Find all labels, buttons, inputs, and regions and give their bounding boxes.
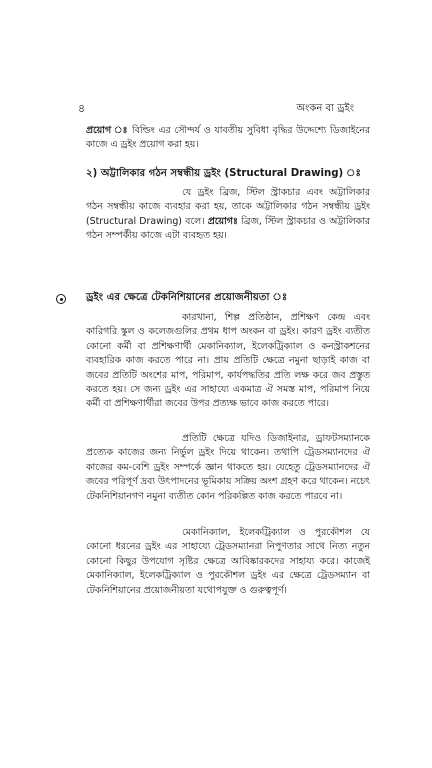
section-bullet-icon [56, 294, 66, 304]
structural-drawing-heading: ২) অট্টালিকার গঠন সম্বন্ধীয় ড্রইং (Structural Drawing) ঃ [86, 168, 361, 179]
technician-importance-heading: ড্রইং এর ক্ষেত্রে টেকনিশিয়ানের প্রয়োজনীয়তা ঃ [86, 292, 288, 303]
page-number: ৪ [78, 102, 86, 115]
importance-paragraph-2 [86, 432, 370, 504]
usage-text: বিল্ডিং এর সৌন্দর্য ও যাবতীয় সুবিধা বৃদ্ধির উদ্দেশ্যে ডিজাইনের কাজে এ ড্রইং প্রয়োগ করা হয়। [86, 125, 370, 151]
paragraph-text: প্রতিটি ক্ষেত্রে যদিও ডিজাইনার, ড্রাফটসম্যানকে প্রত্যেক কাজের জন্য নির্ভুল ড্রইং দিয়ে থাকেন। তথাপি ট্রেডসম্যানদের ঐ কাজের কম-বেশি ড্রইং সম্পর্কে জ্ঞান থাকতে হয়। যেহেতু ট্রেডসম্যানদের ঐ জবের পরিপূর্ণ দ্রব্য উৎপাদনের ভূমিকায় সক্রিয় অংশ গ্রহণ করে থাকেন। নচেৎ টেকনিশিয়ানগণ নমুনা ব্যতীত কোন পরিকল্পিত কাজ করতে পারবে না। [86, 433, 370, 502]
structural-drawing-body [86, 186, 370, 244]
paragraph-text: কারখানা, শিল্প প্রতিষ্ঠান, প্রশিক্ষণ কেন্দ্র এবং কারিগরি স্কুল ও কলেজগুলির প্রথম ধাপ অংকন বা ড্রইং। কারণ ড্রইং ব্যতীত কোনো কর্মী বা প্রশিক্ষণার্থী মেকানিক্যাল, ইলেকট্রিক্যাল ও কনস্ট্রাকশনের ব্যবহারিক কাজ করতে পারে না। প্রায় প্রতিটি ক্ষেত্রে নমুনা ছাড়াই কাজ বা জবের প্রতিটি অংশের মাপ, পরিমাপ, কার্যপদ্ধতির প্রতি লক্ষ করে জব প্রস্তুত করতে হয়। সে জন্য ড্রইং এর সাহায্যে একমাত্র ঐ সমস্ত মাপ, পরিমাপ নিয়ে কর্মী বা প্রশিক্ষণার্থীরা জবের উপর প্রত্যক্ষ ভাবে কাজ করতে পারে। [86, 312, 370, 410]
importance-paragraph-1 [86, 311, 370, 412]
running-title: অংকন বা ড্রইং [296, 103, 354, 114]
usage-label: প্রয়োগ ঃ [86, 125, 129, 136]
paragraph-text: মেকানিক্যাল, ইলেকট্রিক্যাল ও পুরকৌশল যে কোনো ধরনের ড্রইং এর সাহায্যে ট্রেডসম্যানরা নিপুণতার সাথে নিত্য নতুন কোনো কিছুর উপযোগ সৃষ্টির ক্ষেত্রে আবিষ্কারকদের সাহায্য করে। কাজেই মেকানিক্যাল, ইলেকট্রিক্যাল ও পুরকৌশল ড্রইং এর ক্ষেত্রে ট্রেডসম্যান বা টেকনিশিয়ানের প্রয়োজনীয়তা যথোপযুক্ত ও গুরুত্বপূর্ণ। [86, 527, 370, 596]
structural-definition: যে ড্রইং ব্রিজ, স্টিল স্ট্রাকচার এবং অট্টালিকার গঠন সম্বন্ধীয় কাজে ব্যবহার করা হয়, তাকে অট্টালিকার গঠন সম্বন্ধীয় ড্রইং (Structural Drawing) বলে। [86, 187, 370, 227]
structural-usage-text: ব্রিজ, স্টিল স্ট্রাকচার ও অট্টালিকার গঠন সম্পর্কীয় কাজে এটা ব্যবহৃত হয়। [86, 215, 370, 242]
structural-usage-label: প্রয়োগঃ [207, 215, 238, 227]
importance-paragraph-3 [86, 526, 370, 598]
usage-paragraph [86, 124, 370, 153]
